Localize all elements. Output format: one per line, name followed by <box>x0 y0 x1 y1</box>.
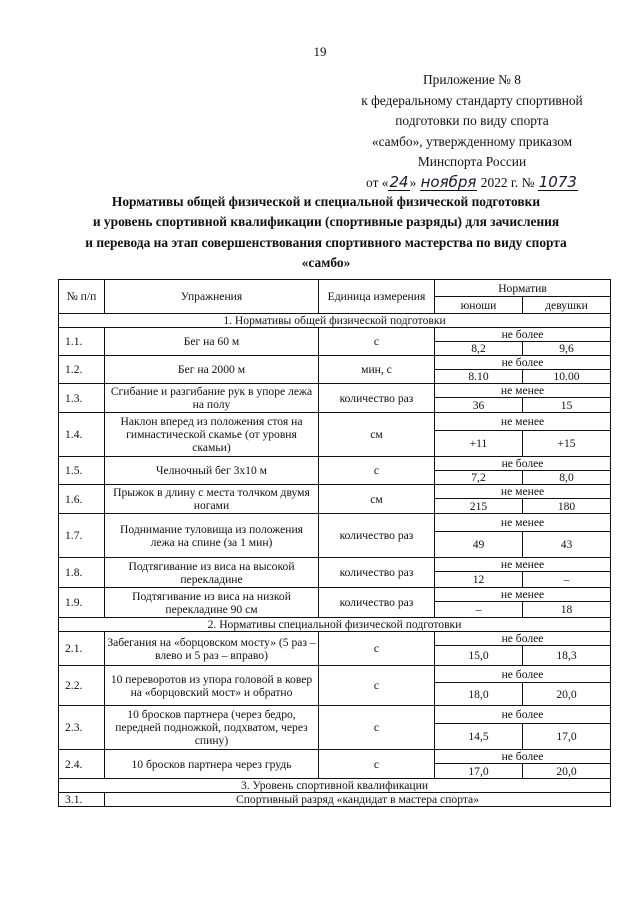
table-row <box>59 384 611 398</box>
exercise-name: Челночный бег 3х10 м <box>105 457 319 485</box>
exercise-name: 10 бросков партнера (через бедро, передней подножкой, подхватом, через спину) <box>105 706 319 750</box>
row-number: 1.8. <box>59 558 105 588</box>
value-boys: 49 <box>435 532 523 558</box>
row-number: 1.7. <box>59 514 105 558</box>
row-number: 2.3. <box>59 706 105 750</box>
row-number: 1.3. <box>59 384 105 413</box>
title-line: Нормативы общей физической и специальной физической подготовки <box>111 194 541 209</box>
norm-condition: не более <box>435 750 611 764</box>
value-boys: 15,0 <box>435 646 523 666</box>
value-boys: 17,0 <box>435 764 523 779</box>
unit-cell: количество раз <box>319 558 435 588</box>
unit-cell: количество раз <box>319 514 435 558</box>
value-boys: 8,2 <box>435 342 523 356</box>
norm-condition: не менее <box>435 384 611 398</box>
value-girls: 18 <box>523 602 611 618</box>
table-row <box>59 750 611 764</box>
norms-table <box>58 279 611 807</box>
section-title: 2. Нормативы специальной физической подготовки <box>59 618 611 632</box>
row-number: 1.9. <box>59 588 105 618</box>
exercise-name: 10 бросков партнера через грудь <box>105 750 319 779</box>
row-number: 1.5. <box>59 457 105 485</box>
header-unit: Единица измерения <box>319 280 435 314</box>
table-row <box>59 706 611 724</box>
appendix-line: «самбо», утвержденному приказом <box>371 133 573 149</box>
section-title: 3. Уровень спортивной квалификации <box>59 779 611 793</box>
unit-cell: мин, с <box>319 356 435 384</box>
appendix-title: Приложение № 8 <box>422 72 522 87</box>
value-boys: 215 <box>435 499 523 514</box>
row-number: 2.2. <box>59 666 105 706</box>
value-girls: 43 <box>523 532 611 558</box>
value-boys: 36 <box>435 398 523 413</box>
qualification-cell: Спортивный разряд «кандидат в мастера спорта» <box>105 793 611 807</box>
section-row <box>59 314 611 328</box>
value-girls: 20,0 <box>523 764 611 779</box>
document-title <box>40 192 612 273</box>
table-row <box>59 558 611 572</box>
header-exercise: Упражнения <box>105 280 319 314</box>
title-line: «самбо» <box>301 254 351 270</box>
unit-cell: см <box>319 413 435 457</box>
row-number: 2.1. <box>59 632 105 666</box>
value-girls: 18,3 <box>523 646 611 666</box>
title-line: и перевода на этап совершенствования спортивного мастерства по виду спорта <box>85 234 567 250</box>
unit-cell: количество раз <box>319 384 435 413</box>
title-line: и уровень спортивной квалификации (спортивные разряды) для зачисления <box>92 214 560 230</box>
norm-condition: не более <box>435 706 611 724</box>
value-boys: 18,0 <box>435 683 523 706</box>
value-girls: – <box>523 572 611 588</box>
header-norm: Норматив <box>435 280 611 297</box>
appendix-date-line <box>330 173 614 194</box>
norm-condition: не менее <box>435 558 611 572</box>
date-mid: » <box>409 174 417 190</box>
appendix-line: подготовки по виду спорта <box>395 113 549 128</box>
table-row <box>59 328 611 342</box>
table-row <box>59 356 611 370</box>
appendix-line: Минспорта России <box>417 154 527 169</box>
value-girls: 10.00 <box>523 370 611 384</box>
unit-cell: с <box>319 328 435 356</box>
table-row <box>59 457 611 471</box>
page-number: 19 <box>313 44 327 59</box>
row-number: 1.6. <box>59 485 105 514</box>
row-number: 1.2. <box>59 356 105 384</box>
exercise-name: Сгибание и разгибание рук в упоре лежа на полу <box>105 384 319 413</box>
norm-condition: не более <box>435 632 611 646</box>
exercise-name: Бег на 60 м <box>105 328 319 356</box>
exercise-name: Бег на 2000 м <box>105 356 319 384</box>
section-row <box>59 779 611 793</box>
exercise-name: 10 переворотов из упора головой в ковер на «борцовский мост» и обратно <box>105 666 319 706</box>
value-boys: 14,5 <box>435 724 523 750</box>
order-year: 2022 г. № <box>480 174 535 190</box>
exercise-name: Наклон вперед из положения стоя на гимнастической скамье (от уровня скамьи) <box>105 413 319 457</box>
value-girls: 17,0 <box>523 724 611 750</box>
exercise-name: Поднимание туловища из положения лежа на спине (за 1 мин) <box>105 514 319 558</box>
norm-condition: не менее <box>435 514 611 532</box>
unit-cell: с <box>319 706 435 750</box>
value-girls: 9,6 <box>523 342 611 356</box>
section-row <box>59 618 611 632</box>
exercise-name: Прыжок в длину с места толчком двумя ногами <box>105 485 319 514</box>
norm-condition: не более <box>435 457 611 471</box>
appendix-line: к федеральному стандарту спортивной <box>361 92 583 108</box>
exercise-name: Подтягивание из виса на низкой перекладине 90 см <box>105 588 319 618</box>
value-girls: +15 <box>523 431 611 457</box>
value-boys: 12 <box>435 572 523 588</box>
value-boys: – <box>435 602 523 618</box>
row-number: 2.4. <box>59 750 105 779</box>
norm-condition: не менее <box>435 588 611 602</box>
table-row <box>59 413 611 431</box>
exercise-name: Подтягивание из виса на высокой перекладине <box>105 558 319 588</box>
header-boys: юноши <box>435 297 523 314</box>
row-number: 1.4. <box>59 413 105 457</box>
table-row <box>59 666 611 683</box>
value-girls: 180 <box>523 499 611 514</box>
unit-cell: с <box>319 457 435 485</box>
date-prefix: от « <box>366 174 389 190</box>
value-girls: 20,0 <box>523 683 611 706</box>
order-day: 24 <box>389 172 409 191</box>
unit-cell: с <box>319 750 435 779</box>
table-header-row <box>59 280 611 297</box>
norm-condition: не более <box>435 356 611 370</box>
exercise-name: Забегания на «борцовском мосту» (5 раз – влево и 5 раз – вправо) <box>105 632 319 666</box>
norm-condition: не менее <box>435 413 611 431</box>
unit-cell: см <box>319 485 435 514</box>
unit-cell: с <box>319 666 435 706</box>
value-boys: 7,2 <box>435 471 523 485</box>
row-number: 3.1. <box>59 793 105 807</box>
table-row <box>59 588 611 602</box>
header-num: № п/п <box>59 280 105 314</box>
unit-cell: с <box>319 632 435 666</box>
table-row <box>59 514 611 532</box>
value-girls: 8,0 <box>523 471 611 485</box>
row-number: 1.1. <box>59 328 105 356</box>
table-row <box>59 632 611 646</box>
norm-condition: не более <box>435 328 611 342</box>
table-row <box>59 485 611 499</box>
norm-condition: не менее <box>435 485 611 499</box>
order-month: ноября <box>420 172 477 191</box>
value-girls: 15 <box>523 398 611 413</box>
order-number: 1073 <box>538 172 577 191</box>
group-1-body <box>59 328 611 618</box>
section-title: 1. Нормативы общей физической подготовки <box>59 314 611 328</box>
appendix-block <box>330 70 614 193</box>
norm-condition: не более <box>435 666 611 683</box>
table-row <box>59 793 611 807</box>
value-boys: +11 <box>435 431 523 457</box>
group-2-body <box>59 632 611 779</box>
unit-cell: количество раз <box>319 588 435 618</box>
header-girls: девушки <box>523 297 611 314</box>
value-boys: 8.10 <box>435 370 523 384</box>
